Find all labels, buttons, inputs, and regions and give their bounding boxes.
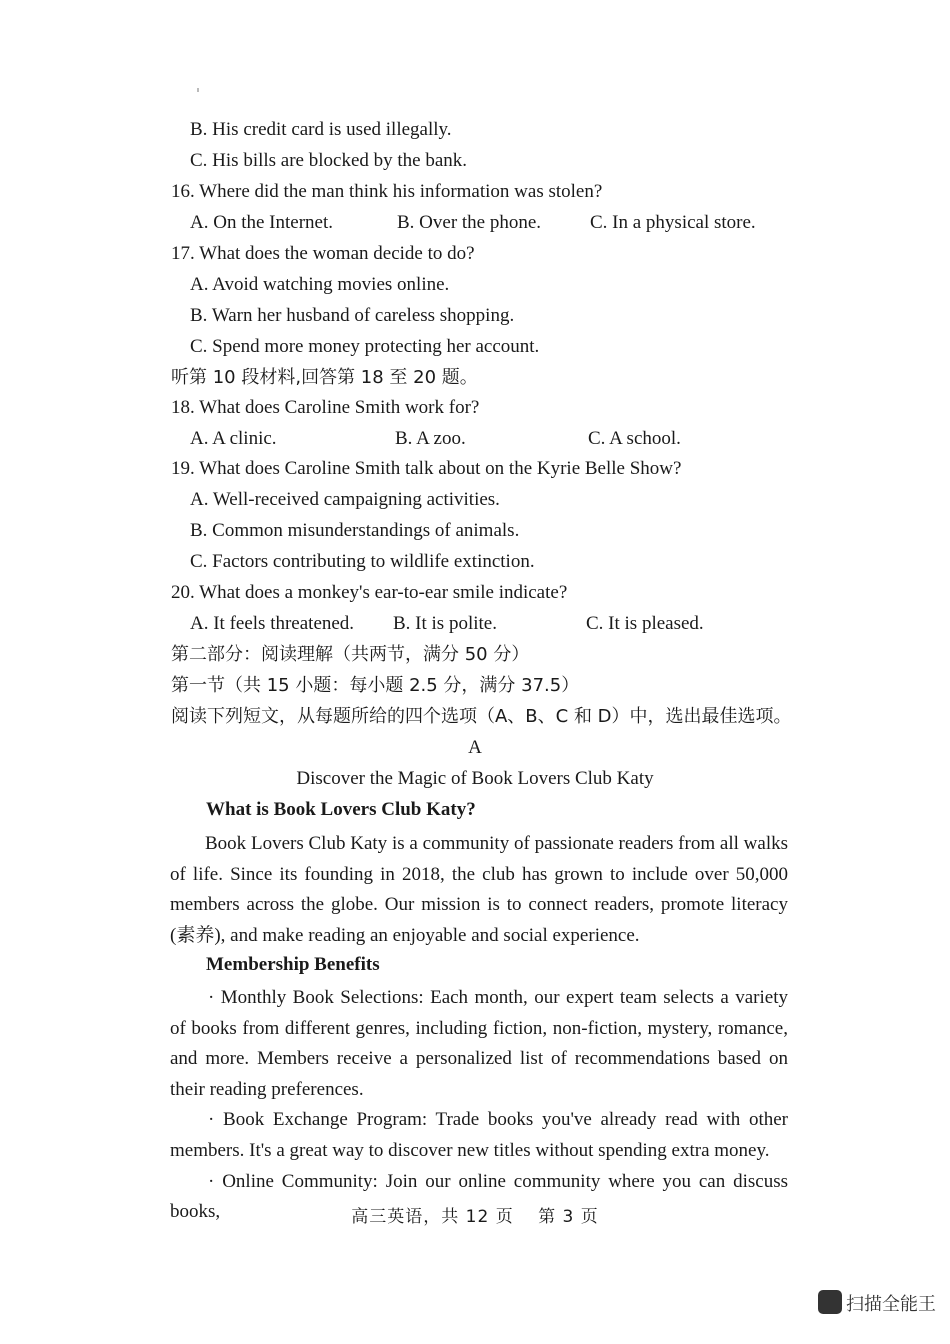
q20-option-a: A. It feels threatened. xyxy=(190,613,355,634)
q16-question: 16. Where did the man think his information was stolen? xyxy=(171,181,603,202)
benefits-heading: Membership Benefits xyxy=(206,954,380,975)
scan-speck xyxy=(197,88,199,92)
what-heading: What is Book Lovers Club Katy? xyxy=(206,799,476,820)
q18-option-c: C. A school. xyxy=(588,428,681,449)
scanner-logo-icon xyxy=(818,1290,842,1314)
part2-heading: 第二部分：阅读理解（共两节，满分 50 分） xyxy=(171,644,530,665)
q17-question: 17. What does the woman decide to do? xyxy=(171,243,475,264)
q19-option-c: C. Factors contributing to wildlife extinction. xyxy=(190,551,535,572)
benefit-item: · Online Community: Join our online community where you can discuss books, xyxy=(170,1170,788,1223)
q20-option-b: B. It is polite. xyxy=(393,613,497,634)
page-footer: 高三英语，共 12 页 第 3 页 xyxy=(351,1207,599,1227)
q16-option-a: A. On the Internet. xyxy=(190,212,333,233)
section-note: 听第 10 段材料,回答第 18 至 20 题。 xyxy=(171,367,478,388)
scanner-watermark-text: 扫描全能王 xyxy=(846,1294,936,1315)
q19-question: 19. What does Caroline Smith talk about on the Kyrie Belle Show? xyxy=(171,458,682,479)
q16-option-c: C. In a physical store. xyxy=(590,212,756,233)
what-text: Book Lovers Club Katy is a community of passionate readers from all walks of life. Since its founding in 2018, the club has grown to include over 50,000 members across the globe. Our mission is to connect readers, promote literacy (素养), and make reading an enjoyable and social experience. xyxy=(170,833,788,946)
what-paragraph xyxy=(170,829,788,951)
q17-option-b: B. Warn her husband of careless shopping. xyxy=(190,305,515,326)
q18-option-a: A. A clinic. xyxy=(190,428,277,449)
scanner-watermark xyxy=(818,1290,950,1315)
passage-letter: A xyxy=(468,737,482,758)
q15-option-b: B. His credit card is used illegally. xyxy=(190,119,452,140)
q19-option-a: A. Well-received campaigning activities. xyxy=(190,489,500,510)
benefits-list xyxy=(170,983,788,1228)
q20-question: 20. What does a monkey's ear-to-ear smile indicate? xyxy=(171,582,568,603)
q18-question: 18. What does Caroline Smith work for? xyxy=(171,397,480,418)
q18-option-b: B. A zoo. xyxy=(395,428,466,449)
q17-option-a: A. Avoid watching movies online. xyxy=(190,274,450,295)
part2-instruction: 阅读下列短文，从每题所给的四个选项（A、B、C 和 D）中，选出最佳选项。 xyxy=(171,706,792,727)
q19-option-b: B. Common misunderstandings of animals. xyxy=(190,520,520,541)
part2-section: 第一节（共 15 小题：每小题 2.5 分，满分 37.5） xyxy=(171,675,580,696)
q15-option-c: C. His bills are blocked by the bank. xyxy=(190,150,468,171)
benefit-item: · Monthly Book Selections: Each month, our expert team selects a variety of books from different genres, including fiction, non-fiction, mystery, romance, and more. Members receive a personalized list of recommendations based on their reading preferences. xyxy=(170,987,788,1100)
passage-title: Discover the Magic of Book Lovers Club Katy xyxy=(296,768,654,789)
q16-option-b: B. Over the phone. xyxy=(397,212,542,233)
q20-option-c: C. It is pleased. xyxy=(586,613,704,634)
benefit-item: · Book Exchange Program: Trade books you've already read with other members. It's a great way to discover new titles without spending extra money. xyxy=(170,1109,788,1161)
q17-option-c: C. Spend more money protecting her account. xyxy=(190,336,540,357)
